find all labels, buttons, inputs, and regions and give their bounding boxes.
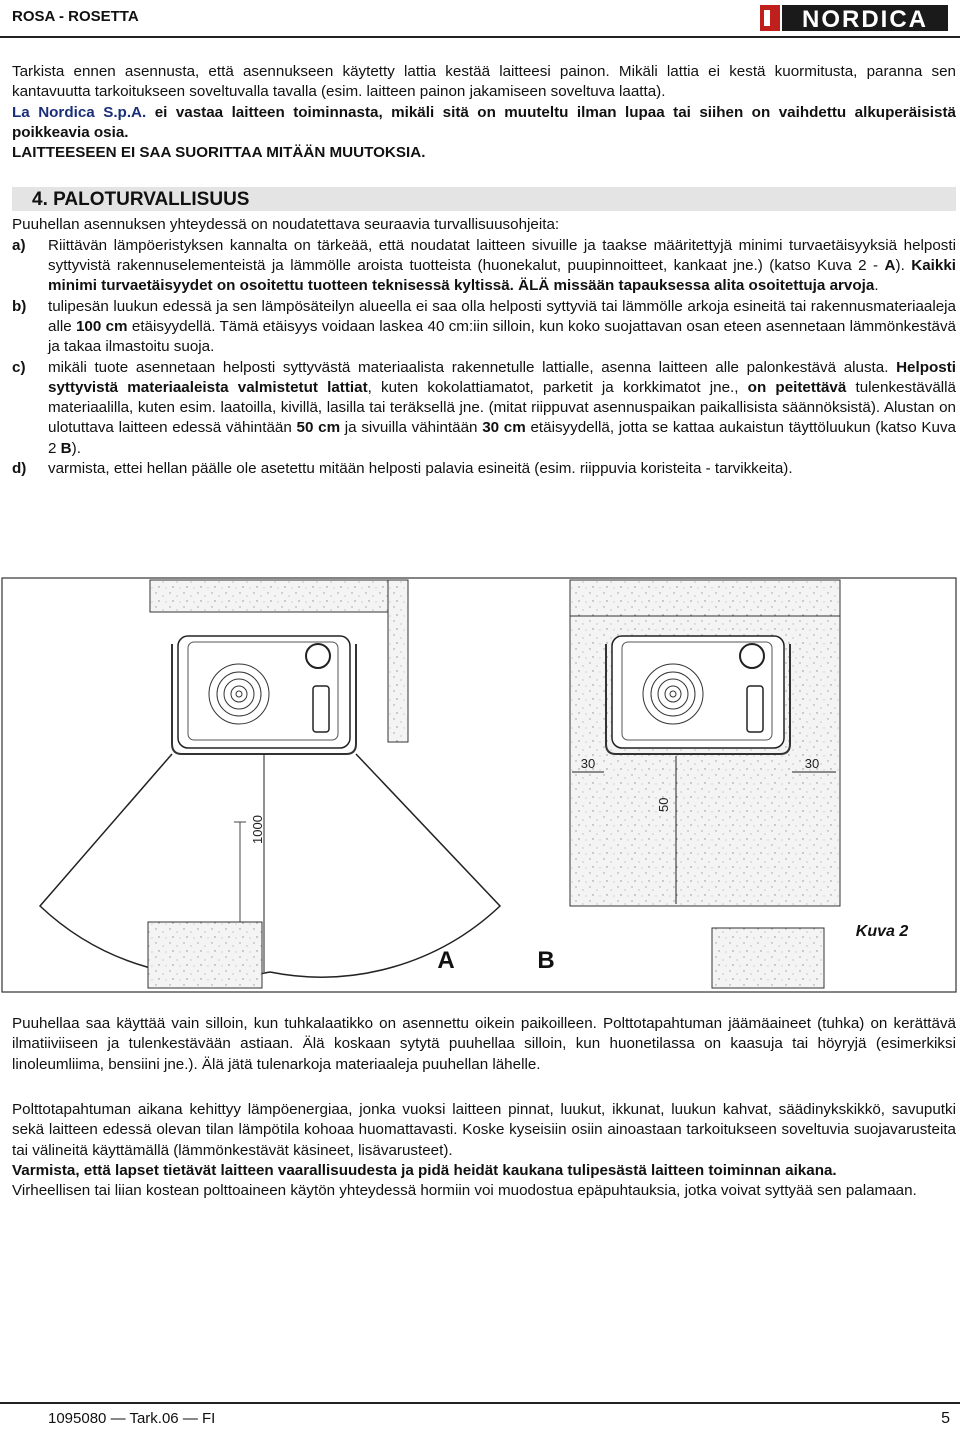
thermometer-b (740, 644, 764, 668)
intro-paragraph-1: Tarkista ennen asennusta, että asennukseen käytetty lattia kestää laitteesi painon. Mikäli lattia ei kestä kuormitusta, paranna sen kantavuutta tarkoitukseen soveltuvalla tavalla (esim. laitteen painon jakamiseen soveltuva laatta). (12, 63, 956, 101)
no-modifications-warning: LAITTEESEEN EI SAA SUORITTAA MITÄÄN MUUTOKSIA. (12, 144, 426, 162)
floor-block-a (148, 922, 262, 988)
rule-c-text: mikäli tuote asennetaan helposti syttyvästä materiaalista rakennetulle lattialle, asenna laitteen alle palonkestävä alusta. Helposti syttyvistä materiaaleista valmistetut lattiat, kuten kokolattiamatot, parketit ja korkkimatot jne., on peitettävä tulenkestävällä materiaalilla, kuten esim. laatoilla, kivillä, lasilla tai teräksellä jne. (mitat riippuvat asennuspaikan paikallisista säännöksistä). Alustan on ulotuttava laitteen edessä vähintään 50 cm ja sivuilla vähintään 30 cm etäisyydellä, jotta se kattaa aukaistun täyttöluukun (katso Kuva 2 B). (48, 358, 956, 457)
page-number: 5 (941, 1410, 950, 1427)
rule-d-text: varmista, ettei hellan päälle ole asetettu mitään helposti palavia esineitä (esim. riippuvia koristeita - tarvikkeita). (48, 460, 793, 478)
rule-b-label: b) (12, 297, 27, 315)
page-footer (0, 1402, 960, 1429)
children-warning: Varmista, että lapset tietävät laitteen vaarallisuudesta ja pidä heidät kaukana tulipesästä laitteen toiminnan aikana. (12, 1161, 837, 1179)
usage-paragraph (12, 1014, 956, 1075)
thermometer-a (306, 644, 330, 668)
dim-1000: 1000 (250, 815, 265, 844)
ash-instructions: Puuhellaa saa käyttää vain silloin, kun tuhkalaatikko on asennettu oikein paikoilleen. Polttotapahtuman jäämäaineet (tuhka) on kerättävä ilmatiiviiseen ja tulenkestävään astiaan. Älä koskaan sytytä puuhellaa silloin, kun huonetilassa on kaasuja tai höyryjä (esimerkiksi linoleumliima, bensiini jne.). Älä jätä tulenarkoja materiaaleja puuhellan lähelle. (12, 1015, 956, 1073)
rule-c-label: c) (12, 358, 26, 376)
figure-caption: Kuva 2 (855, 923, 909, 940)
rule-a-text: Riittävän lämpöeristyksen kannalta on tärkeää, että noudatat laitteen sivuille ja taakse määritettyjä minimi turvaetäisyyksiä helposti syttyvistä rakennuselementeistä ja lämmölle aroista tuotteista (huonekalut, puupinnoitteet, kankaat jne.) (katso Kuva 2 - A). Kaikki minimi turvaetäisyydet on osoitettu tuotteen teknisessä kyltissä. ÄLÄ missään tapauksessa alita osoitettuja arvoja. (48, 236, 956, 295)
main-content (12, 62, 956, 479)
dim-30-right: 30 (804, 756, 820, 771)
heat-paragraph (12, 1100, 956, 1201)
section-heading: 4. PALOTURVALLISUUS (12, 187, 956, 211)
brand-title: ROSA - ROSETTA (12, 8, 139, 25)
rule-b (12, 297, 956, 358)
liability-text: ei vastaa laitteen toiminnasta, mikäli sitä on muuteltu ilman lupaa tai siihen on vaihdettu alkuperäisistä poikkeavia osia. (12, 103, 956, 141)
intro-paragraph-2 (12, 103, 956, 144)
rule-c (12, 358, 956, 459)
label-b: B (537, 947, 555, 974)
rule-d (12, 459, 956, 479)
wall-top-b (570, 580, 840, 616)
section-lead: Puuhellan asennuksen yhteydessä on noudatettava seuraavia turvallisuusohjeita: (12, 216, 560, 234)
dim-30-left: 30 (580, 756, 596, 771)
door-handle-b (747, 686, 763, 732)
company-name: La Nordica S.p.A. (12, 103, 147, 121)
svg-text:NORDICA: NORDICA (802, 6, 928, 33)
document-code: 1095080 — Tark.06 — FI (48, 1410, 216, 1427)
hot-surfaces-text: Polttotapahtuman aikana kehittyy lämpöenergiaa, jonka vuoksi laitteen pinnat, luukut, ikkunat, luukun kahvat, säädinykskikkö, savuputki sekä laitteen edessä olevan tilan lämpötila kohoaa huomattavasti. Koske kyseisiin osiin ainoastaan tarkoitukseen soveltuvia suojavarusteita tai välineitä käyttämällä (lämmönkestävät käsineet, lisävarusteet). (12, 1101, 956, 1159)
page-header (0, 0, 960, 38)
wall-top-a (150, 580, 388, 612)
rule-b-text: tulipesän luukun edessä ja sen lämpösäteilyn alueella ei saa olla helposti syttyviä tai lämmölle arkoja esineitä tai rakennusmateriaaleja alle 100 cm etäisyydellä. Tämä etäisyys voidaan laskea 40 cm:iin silloin, kun koko suojattavan osan eteen asennetaan lämmönkestävä ja takaa ilmastoitu suoja. (48, 297, 956, 356)
dim-50: 50 (656, 797, 671, 812)
door-handle-a (313, 686, 329, 732)
installation-diagram (0, 576, 960, 996)
rule-a-label: a) (12, 236, 26, 254)
nordica-logo (760, 2, 950, 34)
wall-right-a (388, 580, 408, 742)
rule-d-label: d) (12, 460, 27, 478)
fuel-warning: Virheellisen tai liian kostean polttoaineen käytön yhteydessä hormiin voi muodostua epäpuhtauksia, jotka voivat syttyää sen palamaan. (12, 1182, 917, 1200)
rule-a (12, 236, 956, 297)
label-a: A (437, 947, 455, 974)
floor-block-b (712, 928, 824, 988)
